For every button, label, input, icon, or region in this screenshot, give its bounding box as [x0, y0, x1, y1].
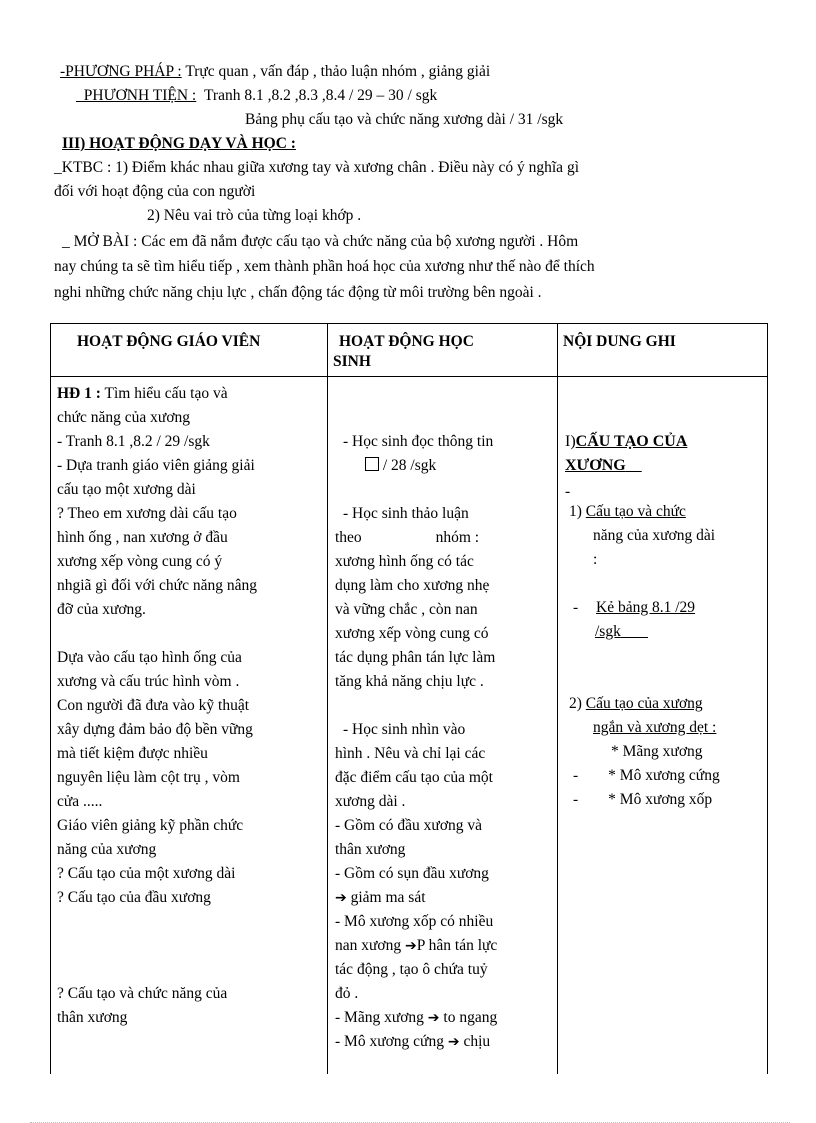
notes-item-1: 1) Cấu tạo và chức — [569, 503, 686, 520]
notes-heading-1b: XƯƠNG — [565, 457, 626, 474]
teacher-line: nguyên liệu làm cột trụ , vòm — [57, 769, 240, 786]
arrow-icon: ➔ — [404, 938, 417, 954]
means-line — [76, 86, 437, 106]
teacher-line: ? Cấu tạo và chức năng của — [57, 985, 228, 1002]
student-line: thân xương — [335, 841, 406, 858]
teacher-line: Con người đã đưa vào kỹ thuật — [57, 697, 250, 714]
column-divider-2 — [557, 324, 558, 1074]
notes-subitem: * Mãng xương — [611, 743, 703, 760]
student-line: dụng làm cho xương nhẹ — [335, 577, 490, 594]
hd-label: HĐ 1 : — [57, 385, 101, 402]
arrow-icon: ➔ — [335, 890, 347, 906]
ktbc-1b: đối với hoạt động của con người — [54, 183, 256, 200]
means-value-2: Bảng phụ cấu tạo và chức năng xương dài / 31 /sgk — [245, 111, 564, 128]
teacher-line: ? Cấu tạo của một xương dài — [57, 865, 236, 882]
student-line: - Học sinh đọc thông tin — [343, 433, 494, 450]
student-line: tác dụng phân tán lực làm — [335, 649, 496, 666]
notes-item-1c: : — [593, 551, 598, 568]
student-line: - Học sinh thảo luận — [343, 505, 469, 522]
notes-item-2b: ngắn và xương dẹt : — [593, 719, 717, 736]
student-line: hình . Nêu và chỉ lại các — [335, 745, 486, 762]
student-line: - Gồm có đầu xương và — [335, 817, 483, 834]
student-line: tác động , tạo ô chứa tuỷ — [335, 961, 488, 978]
notes-heading-1: I)CẤU TẠO CỦA — [565, 433, 688, 450]
method-value: Trực quan , vấn đáp , thảo luận nhóm , giảng giải — [185, 63, 491, 80]
student-line: nan xương ➔P hân tán lực — [335, 937, 498, 954]
lesson-table — [50, 323, 768, 1074]
header-notes: NỘI DUNG GHI — [563, 333, 676, 350]
notes-subitem: - Kẻ bảng 8.1 /29 — [573, 599, 696, 616]
header-teacher: HOẠT ĐỘNG GIÁO VIÊN — [77, 333, 261, 350]
teacher-line: xương và cấu trúc hình vòm . — [57, 673, 240, 690]
teacher-line: - Tranh 8.1 ,8.2 / 29 /sgk — [57, 433, 210, 450]
section-title: III) HOẠT ĐỘNG DẠY VÀ HỌC : — [62, 135, 296, 152]
student-line: - Mô xương xốp có nhiều — [335, 913, 494, 930]
notes-subitem: - * Mô xương cứng — [573, 767, 720, 784]
notes-dash: - — [565, 483, 571, 500]
student-line: ➔ giảm ma sát — [335, 889, 426, 906]
teacher-line: Giáo viên giảng kỹ phần chức — [57, 817, 244, 834]
student-line: - Mãng xương ➔ to ngang — [335, 1009, 498, 1026]
teacher-line: - Dựa tranh giáo viên giảng giải — [57, 457, 255, 474]
notes-column — [565, 430, 763, 812]
hd-title — [57, 382, 323, 406]
student-line: và vững chắc , còn nan — [335, 601, 478, 618]
header-student-line-1: HOẠT ĐỘNG HỌC — [339, 333, 474, 350]
arrow-icon: ➔ — [427, 1010, 440, 1026]
method-line — [60, 62, 490, 82]
teacher-line: ? Theo em xương dài cấu tạo — [57, 505, 237, 522]
student-line: tăng khả năng chịu lực . — [335, 673, 484, 690]
student-line: xương xếp vòng cung có — [335, 625, 489, 642]
teacher-line: nhgiã gì đối với chức năng nâng — [57, 577, 257, 594]
header-student-line-2: SINH — [333, 353, 371, 370]
teacher-line — [57, 622, 323, 646]
student-line: đặc điểm cấu tạo của một — [335, 769, 493, 786]
teacher-line: mà tiết kiệm được nhiều — [57, 745, 208, 762]
teacher-line: xây dựng đảm bảo độ bền vững — [57, 721, 253, 738]
teacher-line: hình ống , nan xương ở đầu — [57, 529, 228, 546]
student-line: xương hình ống có tác — [335, 553, 474, 570]
ktbc-2: 2) Nêu vai trò của từng loại khớp . — [147, 207, 362, 224]
method-label: -PHƯƠNG PHÁP : — [60, 63, 182, 80]
teacher-line: chức năng của xương — [57, 409, 191, 426]
teacher-line: xương xếp vòng cung có ý — [57, 553, 223, 570]
notes-subitem: - * Mô xương xốp — [573, 791, 713, 808]
ktbc-1: _KTBC : 1) Điểm khác nhau giữa xương tay và xương chân . Điều này có ý nghĩa gì — [54, 159, 579, 176]
placeholder-box-icon — [365, 457, 379, 471]
arrow-icon: ➔ — [447, 1034, 460, 1050]
student-line: - Mô xương cứng ➔ chịu — [335, 1033, 491, 1050]
teacher-line: ? Cấu tạo của đầu xương — [57, 889, 211, 906]
student-line: đỏ . — [335, 985, 359, 1002]
mobai-1: _ MỞ BÀI : Các em đã nắm được cấu tạo và chức năng của bộ xương người . Hôm — [62, 233, 579, 250]
mobai-3: nghi những chức năng chịu lực , chấn động tác động từ môi trường bên ngoài . — [54, 284, 542, 301]
teacher-column — [57, 382, 323, 1030]
column-divider-1 — [327, 324, 328, 1074]
notes-item-2: 2) Cấu tạo của xương — [569, 695, 703, 712]
hd-text: Tìm hiểu cấu tạo và — [104, 385, 228, 402]
notes-item-1b: năng của xương dài — [593, 527, 716, 544]
notes-subitem-b: /sgk — [595, 623, 621, 640]
teacher-line: thân xương — [57, 1009, 128, 1026]
student-line: - Học sinh nhìn vào — [343, 721, 466, 738]
student-line: / 28 /sgk — [335, 454, 555, 478]
student-line: xương dài . — [335, 793, 406, 810]
header-student — [333, 330, 474, 374]
teacher-line: năng của xương — [57, 841, 157, 858]
header-separator — [51, 376, 767, 377]
teacher-line: Dựa vào cấu tạo hình ống của — [57, 649, 242, 666]
means-label: _PHƯƠNH TIỆN : — [76, 87, 197, 104]
student-column — [335, 430, 555, 1054]
teacher-line: cấu tạo một xương dài — [57, 481, 196, 498]
teacher-line: đỡ của xương. — [57, 601, 146, 618]
student-line: - Gồm có sụn đầu xương — [335, 865, 489, 882]
means-value-1: Tranh 8.1 ,8.2 ,8.3 ,8.4 / 29 – 30 / sgk — [204, 87, 438, 104]
mobai-2: nay chúng ta sẽ tìm hiểu tiếp , xem thành phần hoá học của xương như thế nào để thích — [54, 258, 595, 275]
teacher-line: cửa ..... — [57, 793, 103, 810]
student-line: theo nhóm : — [335, 529, 480, 546]
